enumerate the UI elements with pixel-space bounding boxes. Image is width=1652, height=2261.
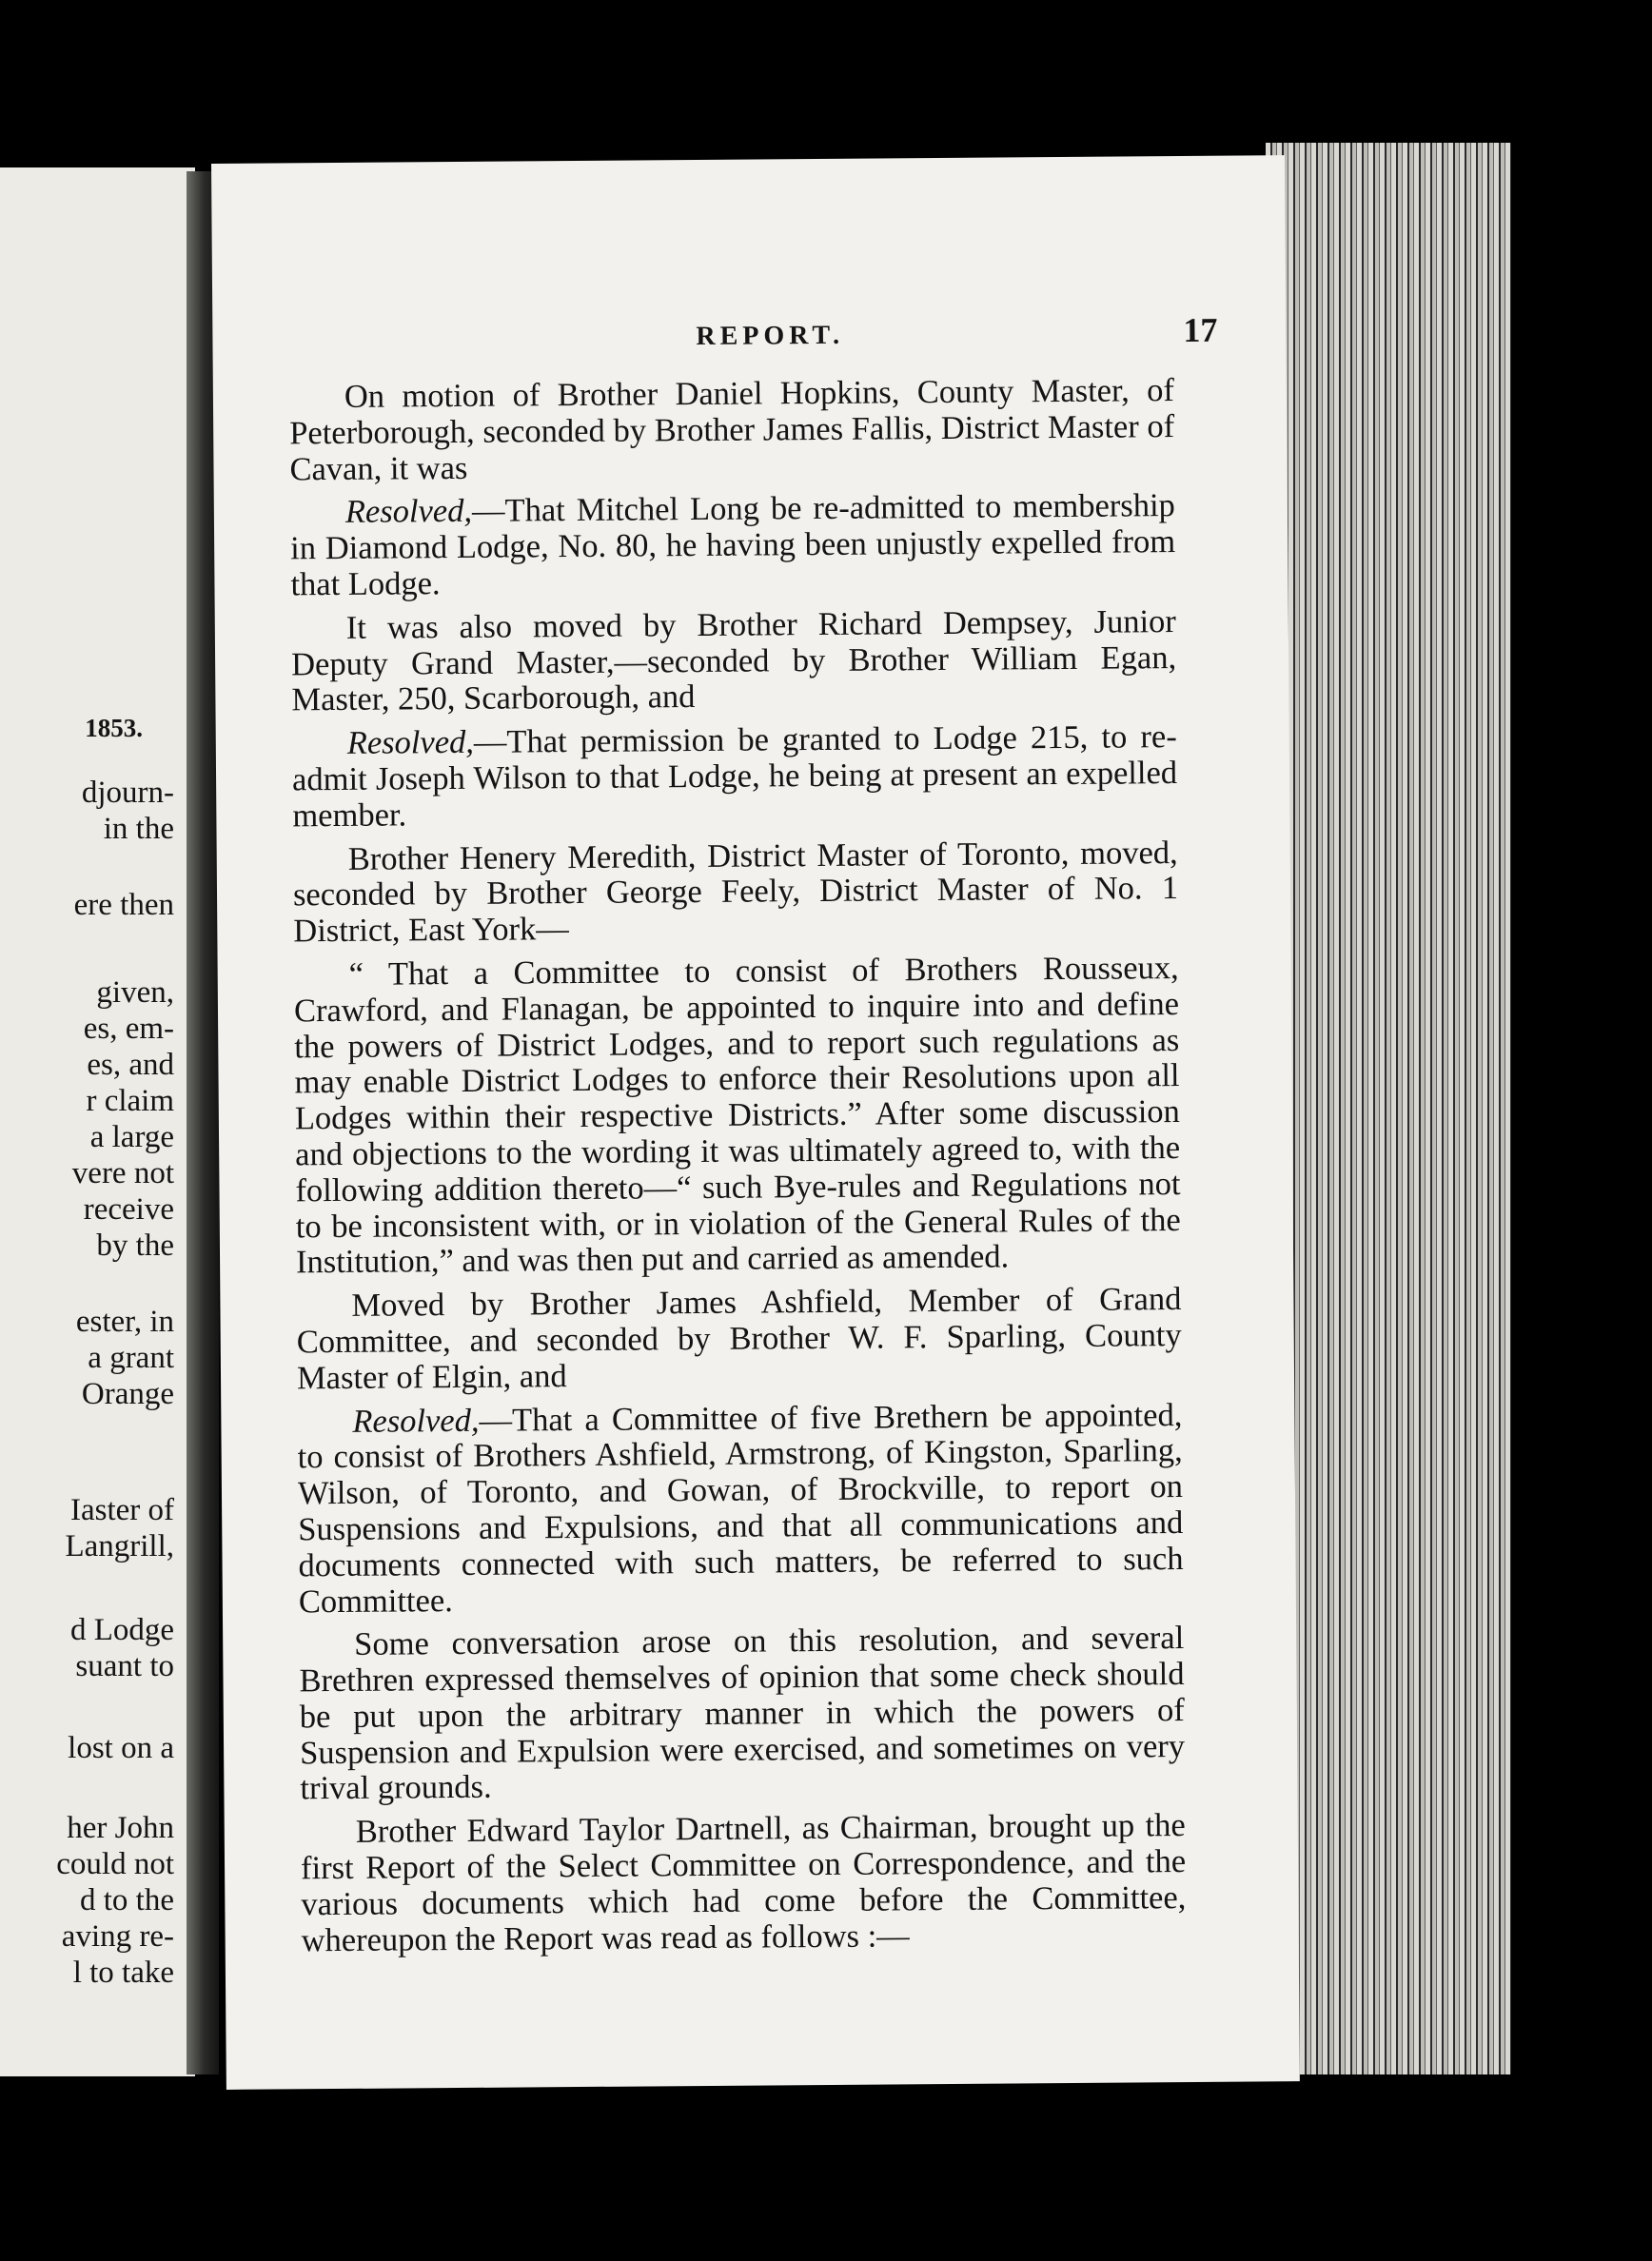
paragraph-text: “ That a Committee to consist of Brothers Rousseux, Crawford, and Flanagan, be appointed to inquire into and define the powers of District Lodges, and to report such regulations as may enable District Lodges to enforce their Resolutions upon all Lodges within their respective Districts.” After some discussion and objections to the wording it was ultimately agreed to, with the following addition thereto—“ such Bye-rules and Regulations not to be inconsistent with, or in violation of the General Rules of the Institution,” and was then put and carried as amended. [293,949,1181,1281]
left-page-year: 1853. [85,714,143,742]
paragraph-text: On motion of Brother Daniel Hopkins, County Master, of Peterborough, seconded by Brother James Fallis, District Master of Cavan, it was [289,372,1175,487]
left-page-fragment: aving re- [61,1919,174,1954]
left-page-fragment: a grant [88,1341,174,1375]
left-page-fragment: d Lodge [69,1613,174,1647]
paragraph-text: Brother Edward Taylor Dartnell, as Chairman, brought up the first Report of the Select Committee on Correspondence, and the various documents which had come before the Committee, whereupon the Report was read as follows :— [300,1807,1187,1958]
paragraph [297,1398,1184,1621]
paragraph [290,488,1176,603]
left-page-fragment: Orange [81,1377,174,1411]
paragraph-text: It was also moved by Brother Richard Dempsey, Junior Deputy Grand Master,—seconded by Brother William Egan, Master, 250, Scarborough, and [290,602,1177,718]
paragraph-text: —That Mitchel Long be re-admitted to membership in Diamond Lodge, No. 80, he having been unjustly expelled from that Lodge. [290,487,1176,603]
paragraph-text: Brother Henery Meredith, District Master of Toronto, moved, seconded by Brother George Feely, District Master of No. 1 District, East York— [292,834,1179,950]
paragraph-text: Moved by Brother James Ashfield, Member of Grand Committee, and seconded by Brother W. F. Sparling, County Master of Elgin, and [296,1281,1182,1397]
right-page [211,155,1300,2090]
left-page-fragment: suant to [75,1649,174,1683]
left-page-fragment: could not [56,1847,174,1881]
left-page-fragment: l to take [72,1956,174,1990]
left-page-fragment: given, [96,975,174,1010]
left-page-fragment: by the [96,1229,174,1263]
paragraph [291,604,1177,719]
left-page-fragment: djourn- [81,776,174,810]
left-page-fragment: r claim [86,1084,174,1118]
paragraph-lead: Resolved, [346,724,475,762]
left-page-fragment: es, em- [83,1012,174,1046]
paragraph-lead: Resolved, [352,1402,480,1440]
left-page-fragment: Iaster of [69,1493,174,1527]
left-page-fragment: lost on a [68,1731,174,1765]
left-page-fragment: es, and [87,1048,174,1082]
paragraph-text: —That a Committee of five Brethern be appointed, to consist of Brothers Ashfield, Armstrong, of Kingston, Sparling, Wilson, of Toronto, and Gowan, of Brockville, to report on Suspensions and Expulsions, and that all communications and documents connected with such matters, be referred to such Committee. [297,1396,1184,1620]
page-number: 17 [1183,310,1218,349]
left-page-fragment: ester, in [75,1305,174,1339]
page-stack-edges [1266,143,1511,2074]
running-head: REPORT. [696,320,845,352]
left-page-fragment: d to the [80,1883,174,1917]
left-page-fragment: ere then [73,888,174,922]
paragraph [289,373,1175,488]
paragraph [294,951,1182,1281]
left-page-fragment: a large [89,1120,174,1154]
paragraph-text: Some conversation arose on this resolution, and several Brethren expressed themselves of opinion that some check should be put upon the arbitrary manner in which the powers of Suspension and Expulsion were exercised, and sometimes on very trival grounds. [299,1620,1186,1807]
paragraph [292,719,1178,835]
left-page [0,167,195,2076]
paragraph [293,836,1179,951]
page-body [289,373,1187,1967]
paragraph [301,1808,1187,1958]
left-page-fragment: receive [83,1192,174,1227]
left-page-fragment: her John [67,1811,174,1845]
paragraph [299,1621,1185,1807]
paragraph-lead: Resolved, [344,493,473,531]
paragraph-text: —That permission be granted to Lodge 215, to re-admit Joseph Wilson to that Lodge, he being at present an expelled member. [291,718,1178,835]
left-page-fragment: in the [103,812,174,846]
paragraph [296,1282,1182,1397]
left-page-fragment: vere not [71,1156,174,1190]
left-page-fragment: Langrill, [65,1529,174,1563]
